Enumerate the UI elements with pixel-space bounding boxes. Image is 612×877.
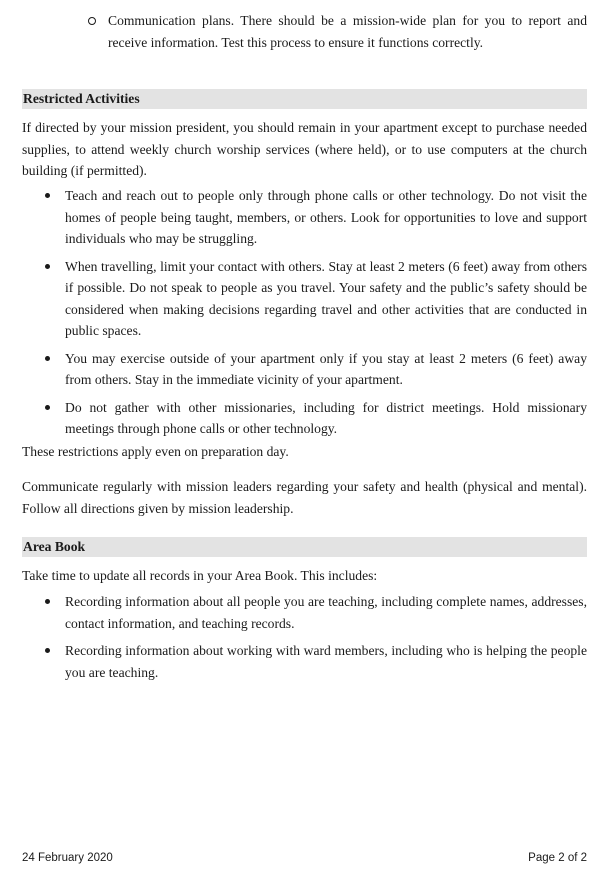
- list-item-text: Communication plans. There should be a mission-wide plan for you to report and receive information. Test this process to ensure it functions correctly.: [108, 13, 587, 50]
- list-item: [22, 591, 587, 634]
- communication-sublist: [22, 10, 587, 53]
- list-item: [22, 256, 587, 342]
- list-item-text: Recording information about working with ward members, including who is helping the people you are teaching.: [65, 643, 587, 680]
- list-item: [22, 348, 587, 391]
- list-item: [22, 640, 587, 683]
- list-item: [22, 185, 587, 250]
- communicate-paragraph: Communicate regularly with mission leaders regarding your safety and health (physical and mental). Follow all directions given by mission leadership.: [22, 479, 587, 516]
- hollow-circle-bullet-icon: [88, 17, 96, 25]
- list-item-text: Do not gather with other missionaries, including for district meetings. Hold missionary meetings through phone calls or other technology.: [65, 399, 587, 436]
- list-item-text: Teach and reach out to people only through phone calls or other technology. Do not visit the homes of people being taught, members, or others. Look for opportunities to love and support individuals who may be struggling.: [65, 188, 587, 246]
- bullet-icon: [45, 193, 50, 198]
- area-book-intro: Take time to update all records in your Area Book. This includes:: [22, 568, 378, 583]
- bullet-icon: [45, 599, 50, 604]
- restricted-bullet-list: [22, 185, 587, 446]
- footer-page-number: Page 2 of 2: [528, 852, 587, 864]
- restrictions-note: These restrictions apply even on preparation day.: [22, 444, 289, 459]
- area-book-bullet-list: [22, 591, 587, 689]
- restricted-intro-paragraph: If directed by your mission president, you should remain in your apartment except to purchase needed supplies, to attend weekly church worship services (where held), or to use computers at the church building (if permitted).: [22, 120, 587, 178]
- list-item-text: When travelling, limit your contact with others. Stay at least 2 meters (6 feet) away from others if possible. Do not speak to people as you travel. Your safety and the public’s safety should be considered when making decisions regarding travel and other activities that are conducted in public spaces.: [65, 258, 587, 338]
- bullet-icon: [45, 356, 50, 361]
- list-item-text: Recording information about all people you are teaching, including complete names, addresses, contact information, and teaching records.: [65, 594, 587, 631]
- list-item-text: You may exercise outside of your apartment only if you stay at least 2 meters (6 feet) away from others. Stay in the immediate vicinity of your apartment.: [65, 350, 587, 387]
- bullet-icon: [45, 264, 50, 269]
- list-item: [22, 10, 587, 53]
- section-heading-restricted-activities: Restricted Activities: [22, 89, 587, 109]
- section-heading-area-book: Area Book: [22, 537, 587, 557]
- footer-date: 24 February 2020: [22, 852, 113, 864]
- bullet-icon: [45, 648, 50, 653]
- bullet-icon: [45, 405, 50, 410]
- list-item: [22, 397, 587, 440]
